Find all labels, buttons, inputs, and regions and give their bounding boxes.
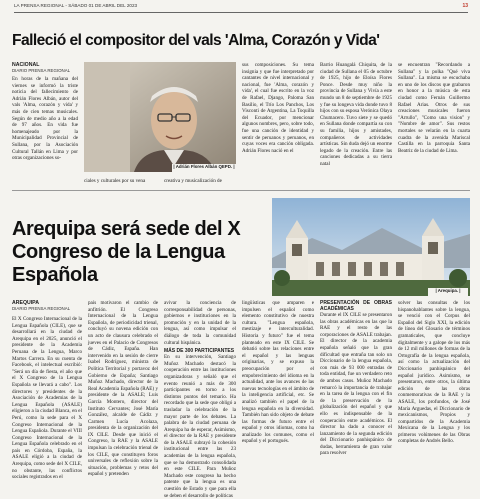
article1-byline — [12, 62, 78, 73]
article2-col3-text: avivar la conciencia de corresponsabilidad de personas, gobiernos e instituciones en la promoción y en la unidad de la lengua, así como impulsar el diálogo de toda la comunidad cultural hispánica. — [164, 300, 236, 346]
article2-col4 — [242, 300, 314, 474]
composer-portrait-illustration — [84, 62, 236, 172]
article1-col6 — [398, 62, 470, 186]
article1-col1-text: En horas de la mañana del viernes se informó la triste noticia del fallecimiento de Adrián Flores Albán, autor del vals 'Alma, corazón y vida' y más de cien temas musicales. Según de medio año a la edad de 97 años. En vida fue homenajeado por la Municipalidad Provincial de Sullana, por la Asociación Cultural Tallán en Lima y por otras organizaciones so- — [12, 76, 78, 162]
folio-text: LA PRENSA REGIONAL - SÁBADO 01 DE ABRIL DEL 2023 — [14, 3, 138, 8]
cathedral-illustration — [272, 198, 470, 296]
article2-headline: Arequipa será sede del X Congreso de la Lengua Española — [12, 218, 241, 286]
article1-photo-caption: | Adrián Flores Albán QEPD. | — [172, 164, 236, 172]
article2-col2-text: país motivaron el cambio de anfitrión. El Congreso Internacional de la Lengua Española, de periodicidad trienal, concluyó su novena edición con un acto de clausura celebrado el jueves en el Palacio de Congresos de Cádiz, España. Han intervenido en la sesión de cierre Isabel Rodríguez, ministra de Política Territorial y portavoz del Gobierno de España; Santiago Muñoz Machado, director de la Real Academia Española (RAE) y presidente de la ASALE; Luis García Montero, director del Instituto Cervantes; José María González, alcalde de Cádiz y Carmen Lucía Acolaza, presidenta de la organización del IX CILE. Desde que inició el Congreso, la RAE y la ASALE impulsan la celebración trienal de los CILE, que constituyen foros universales de reflexión sobre la situación, problemas y retos del español y pretenden — [88, 300, 158, 478]
article1-col5-text: Barrio Huangalá Chiquita, de la ciudad de Sullana el 05 de octubre de 1925, hijo de Eloísa Flores Ponce. Desde muy niño la provincia de Sullana y Vivía a este mundo un 8 de septiembre de 1925 y fue su longeva vida donde tuvo 8 hijos con su esposa Verónica Olaya Chumacero. Tuvo siete y se quedó en Sullana donde compartía su con su familia, hijos y amistades, compañeros de actividades artísticas. Sin duda dejó un enorme legado de la creación. Entre las canciones dedicadas a su tierra natal — [320, 62, 392, 167]
article2-photo-caption: | Arequipa. | — [428, 288, 468, 296]
article1-col1 — [12, 76, 78, 176]
arequipa-cathedral-photo — [272, 198, 470, 296]
article1-col4-text: sus composiciones. Su tema insignia y que fue interpretado por cantantes de nivel internacional y nacional, fue 'Alma, corazón y vida', el cual fue escrito en la voz de Rafael, Django, Paloma San Basilio, el Trío Los Panchos, Los Visconti de Argentina, La Toquilla del Ecuador, por mencionar algunos nombres, pero, sobre todo, fue una canción de identidad y sentir de peruanos y peruanos, en cuyas voces era canción obligada. Adrián Flores nació en el — [242, 62, 314, 154]
article2-col1-text: El X Congreso Internacional de la Lengua Española (CILE), que se desarrollará en la ciudad de Arequipa en el 2025, anunció el presidente de la Academia Peruana de la Lengua, Marco Martos Carrera. En su cuenta de Facebook, el intelectual escribió: "Será un día de fiesta, el año que el X Congreso de la Lengua Española se llevará a cabo". Los directores y presidentes de la Asociación de Academias de la Lengua Española (ASALE) eligieron a la ciudad Blanca, en el Perú, como la sede para el X Congreso Internacional de la Lengua Española. Durante el VIII Congreso Internacional de la Lengua Española celebrado en el país en Córdoba, España, la ASALE eligió a la ciudad de Arequipa, como sede del X CILE, no obstante, las conflictos sociales registrados en el — [12, 316, 82, 481]
article2-section: AREQUIPA — [12, 300, 39, 306]
article1-col2-text: ciales y culturales por su vena — [84, 178, 146, 184]
article1-col5 — [320, 62, 392, 186]
article2-col2 — [88, 300, 158, 478]
article1-col3 — [164, 178, 236, 186]
article2-col3 — [164, 300, 236, 499]
article1-section: NACIONAL — [12, 62, 40, 68]
article2-col5 — [320, 300, 392, 474]
article2-col4-text: lingüísticas que amparen e impulsen el español como elemento constitutivo de nuestra cultura. "Lengua española, mestizaje e interculturalidad. Historia y futuro" fue el tema planteado en este IX CILE. Se debatió sobre las relaciones entre el español y las lenguas originarias, y se expuso la preocupación por el empobrecimiento del idioma en la actualidad, ante los avances de las nuevas tecnologías en el ámbito de la inteligencia artificial, etc. Se analizó también el papel de la lengua española en la diversidad. También han sido objeto de debate las formas de futuro entre el español y otros idiomas, como ha analizado los comunes, como el español y el portugués. — [242, 300, 314, 445]
article1-col4 — [242, 62, 314, 186]
article1-headline: Falleció el compositor del vals 'Alma, Corazón y Vida' — [12, 32, 380, 49]
article1-col6-text: se encuentran "Recordando a Sullana" y la polka "Qué viva Sullana". La misma se escuchaba en uno de los discos que grabaron en honor a la música de esta ciudad como Fernán Guillermo Rafael Arias. Otros de sus creaciones musicales fueron "Arrullo", "Como una vision" y "Nombre de amor". Sus restos mortales se velarán en la cuarta cuadra de la avenida Mariscal Castilla en la parroquia Santa Beatriz de la ciudad de Lima. — [398, 62, 470, 154]
article2-col6-text: solver las consultas de los hispanohablantes sobre la lengua, se venció con el Corpus del Español del Siglo XXI, la edición de línea del Glosario de términos gramaticales, que concluye digitalmente y a galope de los más de 12 mil millones de formas de la Ortografía de la lengua española, así como la actualización del Diccionario panhispánico del español jurídico. Asimismo, se presentaron, entre otros, la última edición de las obras conmemorativas de la RAE y la ASALE, los profundos, de José María Arguedas, el Diccionario de mexicanismos, Propios y compartidos de la Academia Mexicana de la Lengua y los primeros volúmenes de las Obras completas de Andrés Bello. — [398, 300, 470, 445]
page-number: 13 — [462, 3, 468, 9]
article1-col2 — [84, 178, 156, 186]
article2-byline — [12, 300, 82, 311]
article2-col6 — [398, 300, 470, 474]
article2-subhead-works: PRESENTACIÓN DE OBRAS ACADÉMICAS — [320, 300, 392, 312]
composer-photo — [84, 62, 236, 172]
article2-col5-text: Durante el IX CILE se presentaron las obras académicas en las que la RAE y el resto de las corporaciones de ASALE trabajan. El director de la academia española señaló que la gran dificultad que entraña tan solo un Diccionario de la lengua española, con más de 93 000 entradas de toda entidad, fue un verdadero reto de ambos casos. Muñoz Machado remarcó la importancia de trabajar en la tarea de la lengua con el fin de la preservación de la globalización del español y que ello es indispensable de la cooperación entre académicos. El director ha dado a conocer el lanzamiento de la segunda edición del Diccionario panhispánico de dudas, herramienta de gran valor para resolver — [320, 312, 392, 457]
article2-col3b-text: En su intervención, Santiago Muñoz Machado destacó la cooperación entre las instituciones organizadoras y señaló que el evento reunió a más de 300 participantes en torno a los distintos puntos del temario. Ha recordado que la sede que obligó a trasladar la celebración de la mayor parte de los debates. La palabra de la ciudad peruana de Arequipa ha de esperar, Asimismo, el director de la RAE y presidente de la ASALE subrayó la cohesión institucional entre las 23 academias de la lengua española, que se ha demostrado consolidada en este CILE. Para Muñoz Machado este congreso ha hecho patente que la lengua es una cuestión de Estado y que para ella se deben el desarrollo de políticas — [164, 354, 236, 499]
page-folio — [14, 3, 468, 13]
article2-source: DIARIO PRENSA REGIONAL — [12, 306, 71, 311]
article2-subhead-participants: MÁS DE 300 PARTICIPANTES — [164, 348, 235, 355]
article2-col1 — [12, 316, 82, 481]
article1-col3-text: creativa y musicalización de — [164, 178, 222, 184]
article1-source: DIARIO PRENSA REGIONAL — [12, 68, 71, 73]
article-divider — [12, 190, 470, 191]
